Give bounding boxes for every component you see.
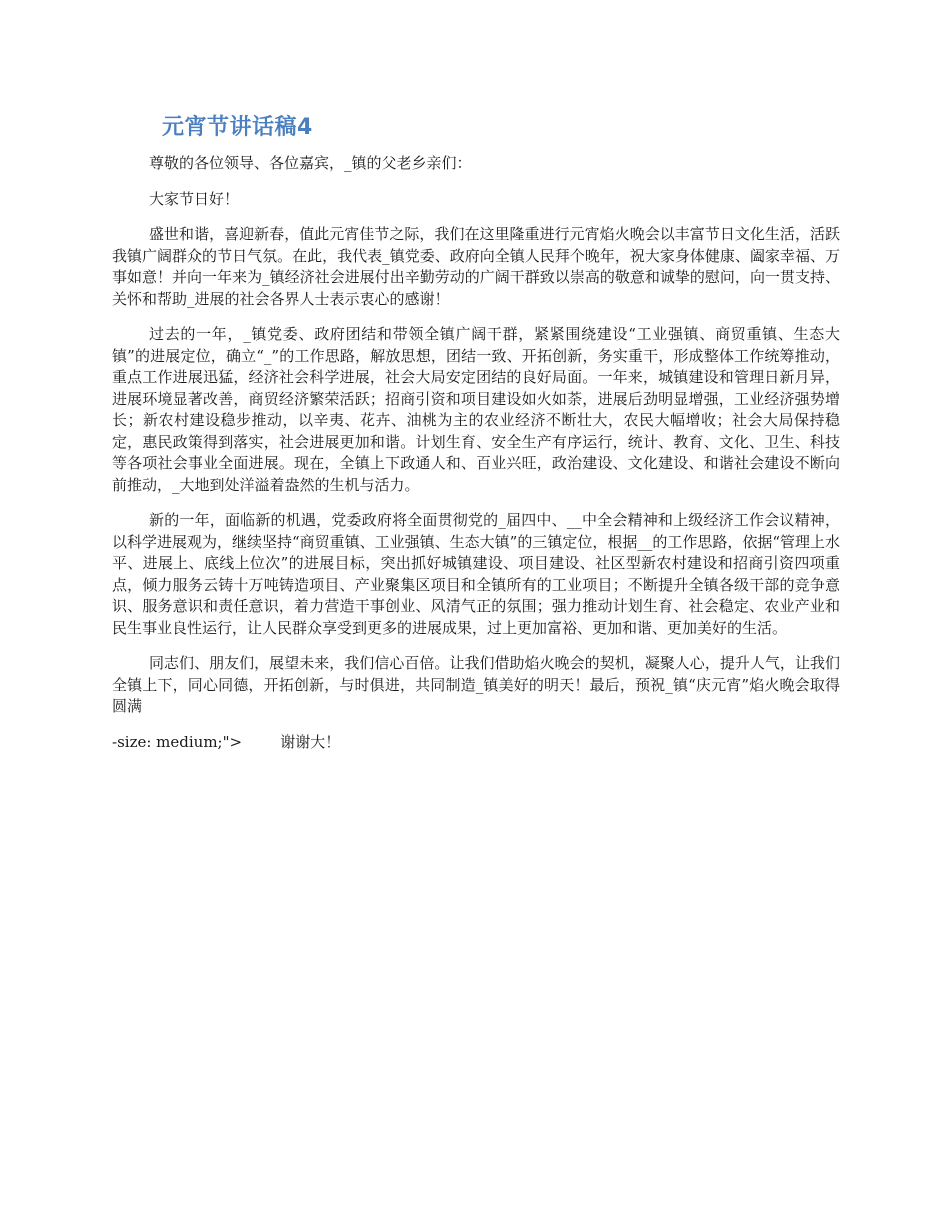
body-paragraph: 新的一年，面临新的机遇，党委政府将全面贯彻党的_届四中、__中全会精神和上级经济工作会议精神，以科学进展观为，继续坚持“商贸重镇、工业强镇、生态大镇”的三镇定位，根据__的工作思路，依据“管理上水平、进展上、底线上位次”的进展目标，突出抓好城镇建设、项目建设、社区型新农村建设和招商引资四项重点，倾力服务云铸十万吨铸造项目、产业聚集区项目和全镇所有的工业项目；不断提升全镇各级干部的竞争意识、服务意识和责任意识，着力营造干事创业、风清气正的氛围；强力推动计划生育、社会稳定、农业产业和民生事业良性运行，让人民群众享受到更多的进展成果，过上更加富裕、更加和谐、更加美好的生活。 (112, 511, 841, 637)
document-title: 元宵节讲话稿4 (162, 115, 313, 140)
document-page (112, 112, 840, 753)
body-paragraph: 盛世和谐，喜迎新春，值此元宵佳节之际，我们在这里隆重进行元宵焰火晚会以丰富节日文化生活，活跃我镇广阔群众的节日气氛。在此，我代表_镇党委、政府向全镇人民拜个晚年，祝大家身体健康、阖家幸福、万事如意！并向一年来为_镇经济社会进展付出辛勤劳动的广阔干群致以崇高的敬意和诚挚的慰问，向一贯支持、关怀和帮助_进展的社会各界人士表示衷心的感谢！ (112, 225, 840, 308)
body-paragraph: 同志们、朋友们，展望未来，我们信心百倍。让我们借助焰火晚会的契机，凝聚人心，提升人气，让我们全镇上下，同心同德，开拓创新，与时俱进，共同制造_镇美好的明天！最后，预祝_镇“庆元宵”焰火晚会取得圆满 (112, 654, 840, 715)
greeting-line: 尊敬的各位领导、各位嘉宾，_镇的父老乡亲们： (149, 154, 472, 172)
body-paragraph: 过去的一年，_镇党委、政府团结和带领全镇广阔干群，紧紧围绕建设“工业强镇、商贸重镇、生态大镇”的进展定位，确立“_”的工作思路，解放思想，团结一致、开拓创新，务实重干，形成整体工作统筹推动，重点工作进展迅猛，经济社会科学进展，社会大局安定团结的良好局面。一年来，城镇建设和管理日新月异，进展环境显著改善，商贸经济繁荣活跃；招商引资和项目建设如火如荼，进展后劲明显增强，工业经济强势增长；新农村建设稳步推动，以辛夷、花卉、油桃为主的农业经济不断壮大，农民大幅增收；社会大局保持稳定，惠民政策得到落实，社会进展更加和谐。计划生育、安全生产有序运行，统计、教育、文化、卫生、科技等各项社会事业全面进展。现在，全镇上下政通人和、百业兴旺，政治建设、文化建设、和谐社会建设不断向前推动，_大地到处洋溢着盎然的生机与活力。 (112, 325, 840, 494)
closing-line: -size: medium;"> 谢谢大！ (112, 732, 341, 751)
holiday-greeting: 大家节日好！ (149, 189, 240, 208)
